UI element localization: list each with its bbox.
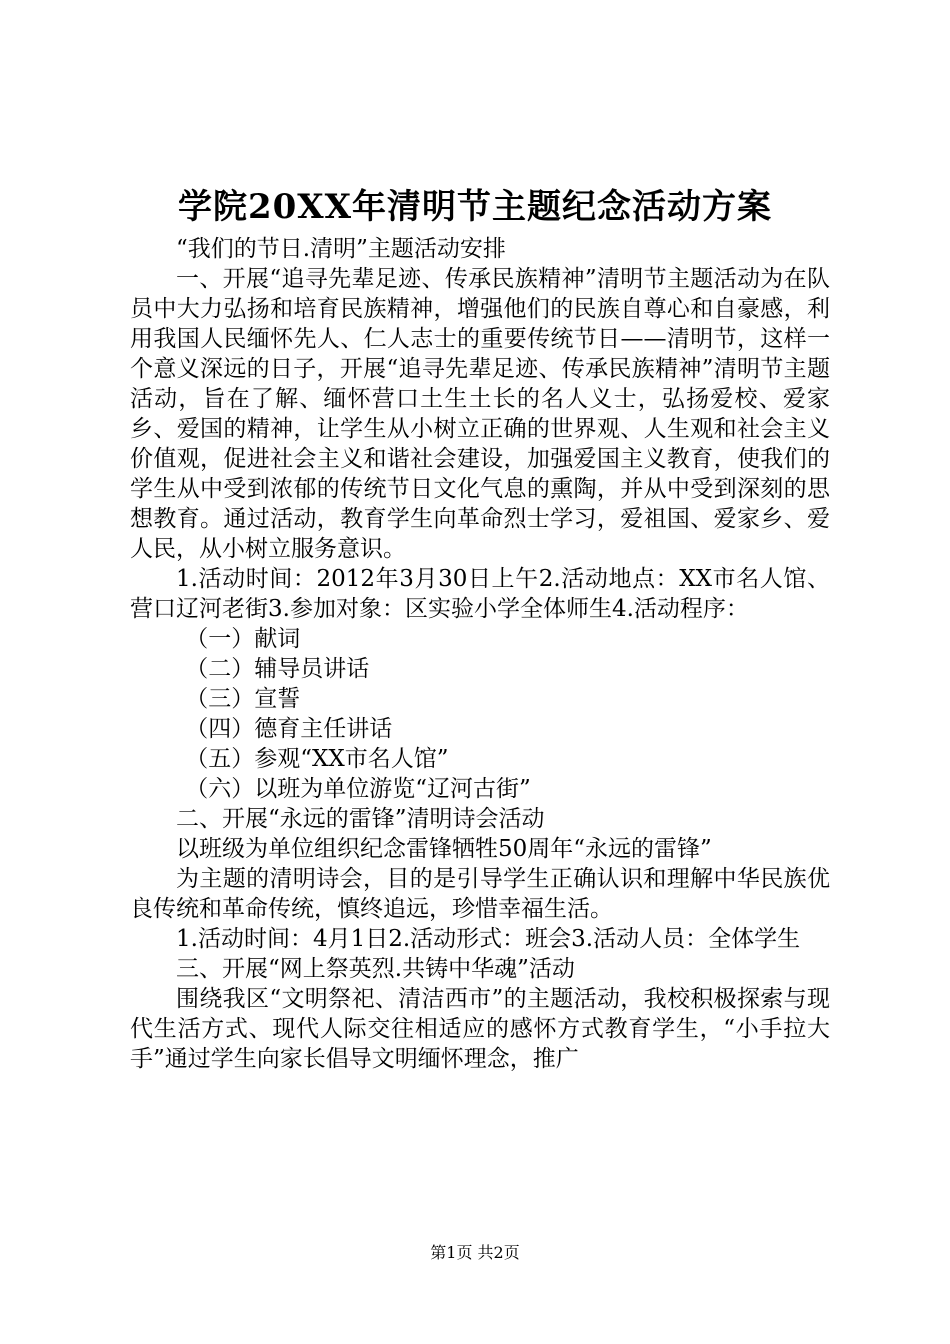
program-item-5: （五）参观“XX市名人馆” <box>185 746 449 772</box>
document-title: 学院20XX年清明节主题纪念活动方案 <box>177 187 773 227</box>
paragraph-section-1-details: 1.活动时间：2012年3月30日上午2.活动地点：XX市名人馆、营口辽河老街3.参加对象：区实验小学全体师生4.活动程序： <box>130 566 830 622</box>
program-item-4: （四）德育主任讲话 <box>185 716 393 742</box>
paragraph-section-3-heading: 三、开展“网上祭英烈.共铸中华魂”活动 <box>176 956 575 982</box>
paragraph-subtitle: “我们的节日.清明”主题活动安排 <box>176 236 506 262</box>
paragraph-section-2-intro: 以班级为单位组织纪念雷锋牺牲50周年“永远的雷锋” <box>176 836 712 862</box>
paragraph-section-3-body: 围绕我区“文明祭祀、清洁西市”的主题活动，我校积极探索与现代生活方式、现代人际交往相适应的感怀方式教育学生，“小手拉大手”通过学生向家长倡导文明缅怀理念，推广 <box>130 986 830 1072</box>
program-item-1: （一）献词 <box>185 626 301 652</box>
paragraph-section-2-heading: 二、开展“永远的雷锋”清明诗会活动 <box>176 806 545 832</box>
program-item-3: （三）宣誓 <box>185 686 301 712</box>
program-item-6: （六）以班为单位游览“辽河古街” <box>185 776 531 802</box>
page-footer: 第1页 共2页 <box>430 1243 520 1262</box>
paragraph-section-2-purpose: 为主题的清明诗会，目的是引导学生正确认识和理解中华民族优良传统和革命传统，慎终追远，珍惜幸福生活。 <box>130 866 830 922</box>
paragraph-section-2-details: 1.活动时间：4月1日2.活动形式：班会3.活动人员：全体学生 <box>176 926 801 952</box>
paragraph-section-1: 一、开展“追寻先辈足迹、传承民族精神”清明节主题活动为在队员中大力弘扬和培育民族精神，增强他们的民族自尊心和自豪感，利用我国人民缅怀先人、仁人志士的重要传统节日——清明节，这样一个意义深远的日子，开展“追寻先辈足迹、传承民族精神”清明节主题活动，旨在了解、缅怀营口土生土长的名人义士，弘扬爱校、爱家乡、爱国的精神，让学生从小树立正确的世界观、人生观和社会主义价值观，促进社会主义和谐社会建设，加强爱国主义教育，使我们的学生从中受到浓郁的传统节日文化气息的熏陶，并从中受到深刻的思想教育。通过活动，教育学生向革命烈士学习，爱祖国、爱家乡、爱人民，从小树立服务意识。 <box>130 266 830 562</box>
document-body <box>130 234 830 1074</box>
program-item-2: （二）辅导员讲话 <box>185 656 370 682</box>
